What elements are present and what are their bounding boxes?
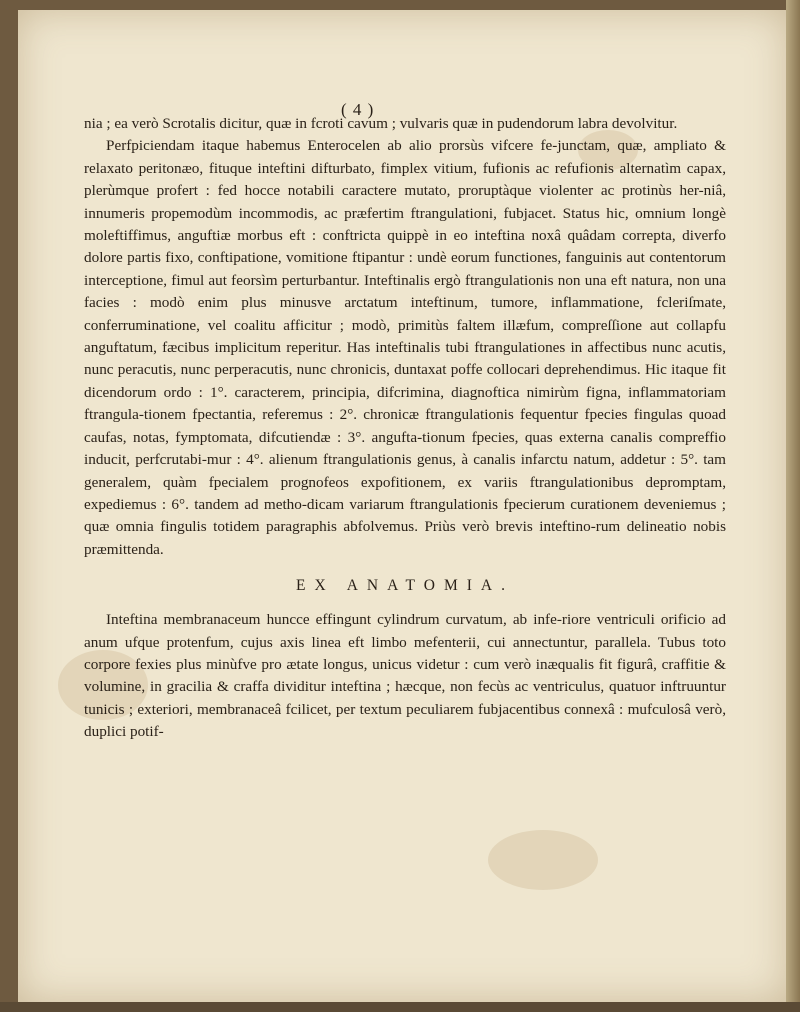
- book-edge: [786, 0, 800, 1012]
- page-number: ( 4 ): [341, 100, 375, 119]
- section-heading: EX ANATOMIA.: [296, 577, 514, 595]
- book-page: [18, 10, 788, 1002]
- book-bottom-edge: [0, 1002, 800, 1012]
- paragraph-continuation: nia ; ea verò Scrotalis dicitur, quæ in fcroti cavum ; vulvaris quæ in pudendorum labra devolvitur.: [84, 115, 678, 132]
- body-text: [84, 113, 726, 744]
- paper-stain: [488, 830, 598, 890]
- paragraph-enterocele: Perfpiciendam itaque habemus Enterocelen ab alio prorsùs vifcere fe-junctam, quæ, ampliato & relaxato peritonæo, fituque inteftini difturbato, fimplex vitium, fufionis ac refufionis alternatìm capax, plerùmque profert : fed hocce notabili caractere mutato, proruptàque violenter ac protinùs her-niâ, innumeris propemodùm incommodis, ac præfertim ftrangulationi, fubjacet. Status hic, omnium longè moleftiffimus, anguftiæ morbus eft : conftricta quippè in eo inteftina noxâ quâdam correpta, diverfo dolore partis fixo, conftipatione, vomitione ftipantur : undè eorum functiones, fanguinis aut contentorum interceptione, fimul aut feorsìm perturbantur. Inteftinalis ergò ftrangulationis non una eft natura, non una facies : modò enim plus minusve arctatum inteftinum, tumore, inflammatione, fcleriſmate, conferruminatione, vel coalitu afficitur ; modò, primitùs faltem illæfum, compreſſione aut collapfu anguftatum, fæcibus implicitum reperitur. Has inteftinalis tubi ftrangulationes in affectibus nunc acutis, nunc peracutis, nunc perperacutis, nunc chronicis, duntaxat poffe collocari deprehendimus. Hic itaque fit dicendorum ordo : 1°. caracterem, principia, difcrimina, diagnoftica nimirùm figna, inflammatoriam ftrangula-tionem fpectantia, referemus : 2°. chronicæ ftrangulationis fequentur fpecies fingulas quoad caufas, notas, fymptomata, difcutiendæ : 3°. angufta-tionum fpecies, quas externa canalis compreffio inducit, perfcrutabi-mur : 4°. alienum ftrangulationis genus, à canalis infarctu natum, addetur : 5°. tam generalem, quàm fpecialem prognofeos expofitionem, ex variis ftrangulationibus depromptam, expediemus : 6°. tandem ad metho-dicam variarum ftrangulationis fpecierum curationem deveniemus ; quæ omnia fingulis totidem paragraphis abfolvemus. Priùs verò brevis inteftino-rum delineatio nobis præmittenda.: [84, 137, 726, 558]
- paragraph-anatomy: Inteftina membranaceum huncce effingunt cylindrum curvatum, ab infe-riore ventriculi orificio ad anum ufque protenfum, cujus axis linea eft limbo mefenterii, cui annectuntur, parallela. Tubus toto corpore fexies plus minùfve pro ætate longus, unicus videtur : cum verò inæqualis fit figurâ, craffitie & volumine, in gracilia & craffa dividitur inteftina ; hæcque, non fecùs ac ventriculus, quatuor inftruuntur tunicis ; exteriori, membranaceâ fcilicet, per textum peculiarem fubjacentibus connexâ : mufculosâ verò, duplici potif-: [84, 611, 726, 741]
